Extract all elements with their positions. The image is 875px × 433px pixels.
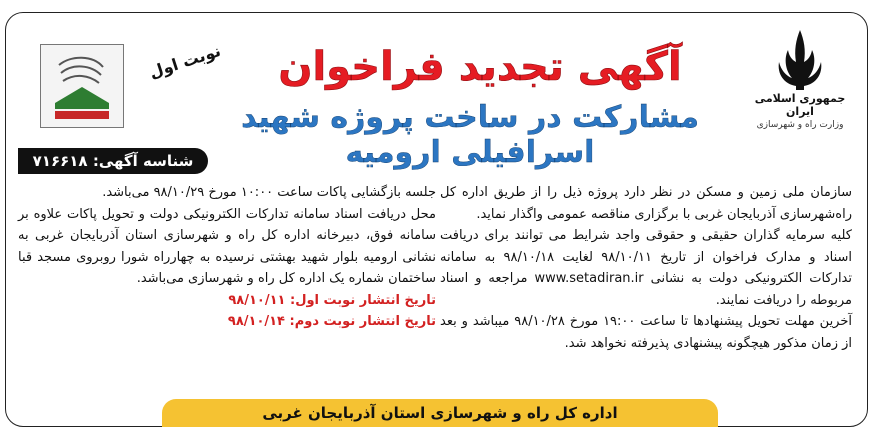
emblem-icon [772,26,828,90]
publish-date-first: تاریخ انتشار نوبت اول: ۹۸/۱۰/۱۱ [228,292,436,308]
notice-title: آگهی تجدید فراخوان [278,44,682,90]
ad-id-badge: شناسه آگهی: ۷۱۶۶۱۸ [18,148,208,174]
round-label: نوبت اول [146,41,224,82]
emblem-line2: وزارت راه و شهرسازی [756,120,844,130]
ministry-logo [40,44,124,128]
emblem-line1: جمهوری اسلامی ایران [754,92,846,118]
paragraph: محل دریافت اسناد سامانه تدارکات الکترونیکی دولت و تحویل پاکات علاوه بر سامانه فوق، دبیرخانه اداره کل راه و شهرسازی استان آذربایجان غربی به نشانی ارومیه بلوار شهید بهشتی نرسیده به چهارراه شورا روبروی مسجد قبا ساختمان شماره یک اداره کل راه و شهرسازی می‌باشد. [18,206,436,286]
publish-date-second: تاریخ انتشار نوبت دوم: ۹۸/۱۰/۱۴ [227,314,436,329]
paragraph: جلسه بازگشایی پاکات ساعت ۱۰:۰۰ مورخ ۹۸/۱۰/۲۹ می‌باشد. [102,185,436,200]
left-column [18,182,436,333]
paragraph: کلیه سرمایه گذاران حقیقی و حقوقی واجد شرایط می توانند برای دریافت اسناد و مدارک فراخوان از تاریخ ۹۸/۱۰/۱۱ لغایت ۹۸/۱۰/۱۸ به سامانه تدارکات الکترونیکی دولت به نشانی www.setadiran.ir مراجعه و اسناد مربوطه را دریافت نمایند. [440,228,852,308]
notice-subtitle: مشارکت در ساخت پروژه شهید اسرافیلی ارومیه [241,100,699,170]
footer-banner: اداره کل راه و شهرسازی استان آذربایجان غربی [162,399,718,427]
iran-emblem [752,26,848,146]
logo-icon [41,45,123,127]
paragraph: آخرین مهلت تحویل پیشنهادها تا ساعت ۱۹:۰۰ مورخ ۹۸/۱۰/۲۸ میباشد و بعد از زمان مذکور هیچگونه پیشنهادی پذیرفته نخواهد شد. [440,314,853,351]
right-column [440,182,852,354]
paragraph: سازمان ملی زمین و مسکن در نظر دارد پروژه ذیل را از طریق اداره کل راه‌شهرسازی آذربایجان غربی با برگزاری مناقصه عمومی واگذار نماید. [440,185,852,222]
